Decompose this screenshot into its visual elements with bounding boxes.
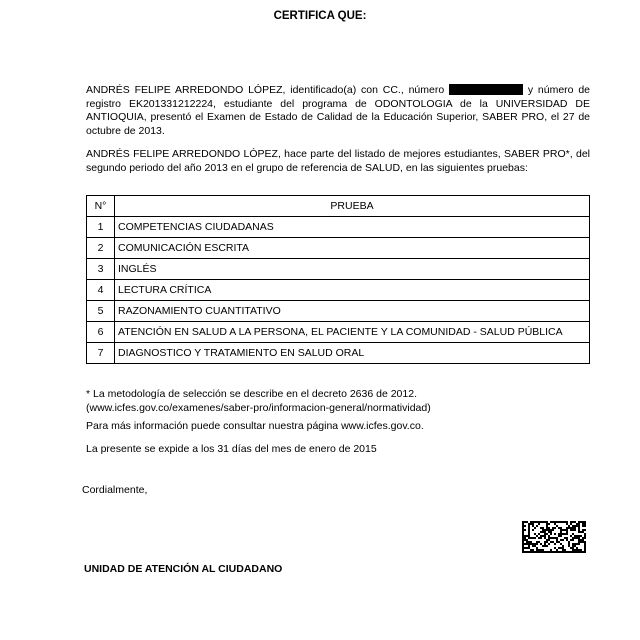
row-prueba: LECTURA CRÍTICA <box>115 280 590 301</box>
table-row <box>87 343 590 364</box>
row-prueba: INGLÉS <box>115 259 590 280</box>
row-prueba: COMUNICACIÓN ESCRITA <box>115 238 590 259</box>
row-number: 6 <box>87 322 115 343</box>
paragraph1-text-end: y número de registro EK201331212224, estudiante del programa de ODONTOLOGIA de la UNIVERSIDAD DE ANTIOQUIA, presentó el Examen de Estado de Calidad de la Educación Superior, SABER PRO, el 27 de octubre de 2013. <box>86 84 590 137</box>
table-header-row <box>87 196 590 217</box>
table-row <box>87 322 590 343</box>
best-students-paragraph: ANDRÉS FELIPE ARREDONDO LÓPEZ, hace parte del listado de mejores estudiantes, SABER PRO*, del segundo periodo del año 2013 en el grupo de referencia de SALUD, en las siguientes pruebas: <box>86 148 590 174</box>
row-number: 1 <box>87 217 115 238</box>
table-row <box>87 259 590 280</box>
tests-table <box>86 195 590 364</box>
row-prueba: ATENCIÓN EN SALUD A LA PERSONA, EL PACIENTE Y LA COMUNIDAD - SALUD PÚBLICA <box>115 322 590 343</box>
qr-code-icon <box>522 521 586 553</box>
table-row <box>87 301 590 322</box>
more-info-text: Para más información puede consultar nuestra página www.icfes.gov.co. <box>86 420 424 432</box>
redacted-id-number <box>449 84 523 95</box>
paragraph1-text-start: ANDRÉS FELIPE ARREDONDO LÓPEZ, identificado(a) con CC., número <box>86 84 445 96</box>
closing-salutation: Cordialmente, <box>82 484 148 496</box>
row-number: 4 <box>87 280 115 301</box>
row-number: 7 <box>87 343 115 364</box>
footnote-line-2: (www.icfes.gov.co/examenes/saber-pro/informacion-general/normatividad) <box>86 401 431 414</box>
row-number: 2 <box>87 238 115 259</box>
student-identification-paragraph <box>86 84 590 138</box>
row-number: 5 <box>87 301 115 322</box>
methodology-footnote <box>86 388 431 415</box>
header-number: N° <box>87 196 115 217</box>
footnote-line-1: * La metodología de selección se describe en el decreto 2636 de 2012. <box>86 388 417 400</box>
table-row <box>87 280 590 301</box>
certificate-heading: CERTIFICA QUE: <box>273 10 367 22</box>
table-row <box>87 238 590 259</box>
table-row <box>87 217 590 238</box>
issuing-office: UNIDAD DE ATENCIÓN AL CIUDADANO <box>84 563 283 575</box>
row-prueba: DIAGNOSTICO Y TRATAMIENTO EN SALUD ORAL <box>115 343 590 364</box>
header-prueba: PRUEBA <box>115 196 590 217</box>
issue-date-text: La presente se expide a los 31 días del mes de enero de 2015 <box>86 443 377 455</box>
row-prueba: RAZONAMIENTO CUANTITATIVO <box>115 301 590 322</box>
row-prueba: COMPETENCIAS CIUDADANAS <box>115 217 590 238</box>
row-number: 3 <box>87 259 115 280</box>
